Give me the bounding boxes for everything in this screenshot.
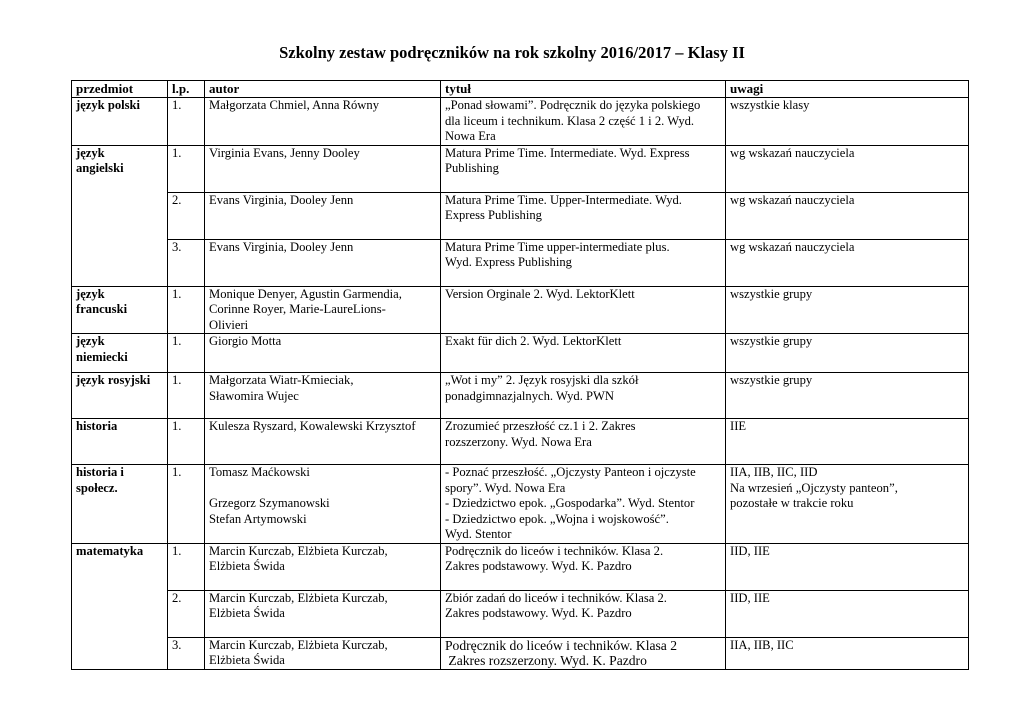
lp-cell: 1.	[168, 286, 205, 334]
author-cell	[205, 98, 441, 146]
title-line: Wyd. Stentor	[445, 527, 512, 541]
title-cell	[441, 286, 726, 334]
notes-cell	[726, 419, 969, 465]
title-line: Publishing	[445, 161, 499, 175]
table-row	[72, 145, 969, 192]
author-line: Giorgio Motta	[209, 334, 282, 348]
lp-cell: 3.	[168, 239, 205, 286]
author-line: Kulesza Ryszard, Kowalewski Krzysztof	[209, 419, 416, 433]
author-cell	[205, 373, 441, 419]
author-line: Stefan Artymowski	[209, 511, 307, 526]
notes-line: IID, IIE	[730, 543, 770, 558]
notes-cell	[726, 637, 969, 669]
title-line: - Poznać przeszłość. „Ojczysty Panteon i ojczyste	[445, 465, 696, 479]
title-line: ponadgimnazjalnych. Wyd. PWN	[445, 388, 614, 403]
title-line: Podręcznik do liceów i techników. Klasa 2	[445, 637, 678, 653]
author-line: Tomasz Maćkowski	[209, 465, 310, 479]
title-cell	[441, 98, 726, 146]
author-line: Marcin Kurczab, Elżbieta Kurczab,	[209, 590, 388, 605]
notes-line: wszystkie grupy	[730, 286, 813, 301]
subject-cell	[72, 145, 168, 286]
author-line: Małgorzata Chmiel, Anna Równy	[209, 98, 379, 112]
author-line: Elżbieta Świda	[209, 559, 285, 573]
table-row	[72, 465, 969, 544]
table-row	[72, 192, 969, 239]
title-line: Nowa Era	[445, 129, 496, 143]
table-row	[72, 543, 969, 590]
title-line: „Wot i my” 2. Język rosyjski dla szkół	[445, 373, 639, 387]
header-notes: uwagi	[726, 81, 969, 98]
header-subject: przedmiot	[72, 81, 168, 98]
author-cell	[205, 145, 441, 192]
title-line: Zakres podstawowy. Wyd. K. Pazdro	[445, 559, 632, 573]
title-line: Zakres podstawowy. Wyd. K. Pazdro	[445, 606, 632, 620]
author-line: Monique Denyer, Agustin Garmendia,	[209, 286, 402, 301]
author-line: Olivieri	[209, 317, 249, 332]
subject-cell	[72, 286, 168, 334]
notes-line: IID, IIE	[730, 590, 770, 605]
title-line: Zakres rozszerzony. Wyd. K. Pazdro	[445, 653, 647, 668]
author-line: Marcin Kurczab, Elżbieta Kurczab,	[209, 543, 388, 558]
header-title: tytuł	[441, 81, 726, 98]
notes-cell	[726, 334, 969, 373]
title-cell	[441, 419, 726, 465]
title-line: Exakt für dich 2. Wyd. LektorKlett	[445, 334, 622, 348]
notes-line: IIA, IIB, IIC	[730, 637, 794, 652]
title-cell	[441, 239, 726, 286]
notes-cell	[726, 145, 969, 192]
author-line: Marcin Kurczab, Elżbieta Kurczab,	[209, 637, 388, 652]
author-line: Elżbieta Świda	[209, 606, 285, 620]
notes-cell	[726, 373, 969, 419]
subject-line: język francuski	[76, 286, 128, 316]
title-cell	[441, 145, 726, 192]
notes-cell	[726, 98, 969, 146]
author-line: Elżbieta Świda	[209, 653, 285, 667]
title-line: Express Publishing	[445, 208, 542, 222]
lp-cell: 3.	[168, 637, 205, 669]
subject-line: historia i społecz.	[76, 465, 124, 495]
notes-cell	[726, 286, 969, 334]
title-line: Podręcznik do liceów i techników. Klasa 2.	[445, 543, 664, 558]
lp-cell: 2.	[168, 192, 205, 239]
lp-cell: 1.	[168, 145, 205, 192]
title-line: - Dziedzictwo epok. „Wojna i wojskowość”.	[445, 511, 669, 526]
title-line: dla liceum i technikum. Klasa 2 część 1 i 2. Wyd.	[445, 113, 695, 128]
author-cell	[205, 590, 441, 637]
notes-line: Na wrzesień „Ojczysty panteon”,	[730, 480, 898, 495]
author-cell	[205, 239, 441, 286]
author-cell	[205, 334, 441, 373]
title-cell	[441, 192, 726, 239]
notes-line: wszystkie klasy	[730, 98, 810, 112]
author-cell	[205, 419, 441, 465]
table-row	[72, 373, 969, 419]
notes-cell	[726, 590, 969, 637]
author-cell	[205, 465, 441, 544]
author-cell	[205, 543, 441, 590]
header-lp: l.p.	[168, 81, 205, 98]
lp-cell: 1.	[168, 98, 205, 146]
author-line: Małgorzata Wiatr-Kmieciak,	[209, 373, 354, 387]
notes-cell	[726, 239, 969, 286]
notes-line: pozostałe w trakcie roku	[730, 496, 854, 510]
author-cell	[205, 192, 441, 239]
notes-cell	[726, 465, 969, 544]
notes-line: IIA, IIB, IIC, IID	[730, 465, 818, 479]
lp-cell: 1.	[168, 419, 205, 465]
title-line: Wyd. Express Publishing	[445, 255, 572, 269]
subject-cell: historia	[72, 419, 168, 465]
title-line: - Dziedzictwo epok. „Gospodarka”. Wyd. Stentor	[445, 496, 695, 510]
subject-line: język angielski	[76, 145, 124, 175]
subject-cell: matematyka	[72, 543, 168, 669]
notes-line: IIE	[730, 419, 747, 433]
subject-cell: język rosyjski	[72, 373, 168, 419]
subject-cell: język polski	[72, 98, 168, 146]
title-line: rozszerzony. Wyd. Nowa Era	[445, 434, 592, 449]
title-line: „Ponad słowami”. Podręcznik do języka polskiego	[445, 98, 701, 112]
title-cell	[441, 373, 726, 419]
subject-cell	[72, 465, 168, 544]
title-line: Version Orginale 2. Wyd. LektorKlett	[445, 286, 635, 301]
table-row	[72, 334, 969, 373]
subject-cell	[72, 334, 168, 373]
lp-cell: 2.	[168, 590, 205, 637]
author-spacer	[209, 481, 437, 497]
title-cell	[441, 334, 726, 373]
table-row	[72, 286, 969, 334]
header-author: autor	[205, 81, 441, 98]
notes-line: wg wskazań nauczyciela	[730, 239, 855, 254]
notes-line: wg wskazań nauczyciela	[730, 145, 855, 160]
lp-cell: 1.	[168, 334, 205, 373]
title-cell	[441, 543, 726, 590]
title-line: Zrozumieć przeszłość cz.1 i 2. Zakres	[445, 419, 636, 433]
title-cell	[441, 465, 726, 544]
table-row	[72, 239, 969, 286]
author-line: Grzegorz Szymanowski	[209, 496, 330, 510]
author-line: Evans Virginia, Dooley Jenn	[209, 239, 354, 254]
author-line: Sławomira Wujec	[209, 388, 299, 403]
title-cell	[441, 590, 726, 637]
subject-line: język niemiecki	[76, 334, 128, 364]
title-line: Matura Prime Time upper-intermediate plus.	[445, 239, 670, 254]
page-title: Szkolny zestaw podręczników na rok szkolny 2016/2017 – Klasy II	[279, 43, 745, 62]
title-line: Matura Prime Time. Intermediate. Wyd. Express	[445, 145, 690, 160]
notes-cell	[726, 543, 969, 590]
lp-cell: 1.	[168, 543, 205, 590]
table-header-row	[72, 81, 969, 98]
title-line: Matura Prime Time. Upper-Intermediate. Wyd.	[445, 192, 682, 207]
table-row	[72, 419, 969, 465]
notes-line: wszystkie grupy	[730, 334, 813, 348]
table-row	[72, 590, 969, 637]
notes-line: wg wskazań nauczyciela	[730, 192, 855, 207]
table-row	[72, 637, 969, 669]
author-cell	[205, 286, 441, 334]
title-line: spory”. Wyd. Nowa Era	[445, 480, 566, 495]
author-line: Corinne Royer, Marie-LaureLions-	[209, 302, 386, 316]
author-line: Virginia Evans, Jenny Dooley	[209, 145, 360, 160]
title-line: Zbiór zadań do liceów i techników. Klasa 2.	[445, 590, 667, 605]
table-row	[72, 98, 969, 146]
notes-line: wszystkie grupy	[730, 373, 813, 387]
lp-cell: 1.	[168, 465, 205, 544]
title-cell	[441, 637, 726, 669]
notes-cell	[726, 192, 969, 239]
lp-cell: 1.	[168, 373, 205, 419]
author-cell	[205, 637, 441, 669]
textbook-table	[71, 80, 969, 670]
author-line: Evans Virginia, Dooley Jenn	[209, 192, 354, 207]
